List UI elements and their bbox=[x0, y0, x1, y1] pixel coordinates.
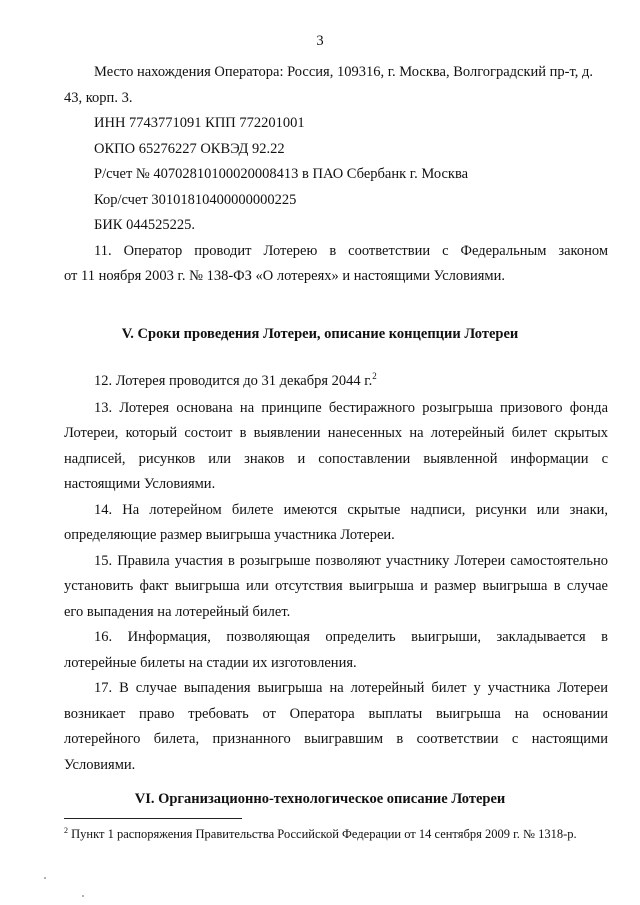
operator-details bbox=[64, 60, 608, 290]
scan-speck bbox=[44, 877, 46, 879]
clause-14-line1: 14. На лотерейном билете имеются скрытые надписи, рисунки или знаки, bbox=[94, 501, 608, 518]
footnote-text: Пункт 1 распоряжения Правительства Российской Федерации от 14 сентября 2009 г. № 1318-р. bbox=[68, 827, 577, 841]
clause-17-line4: Условиями. bbox=[64, 756, 136, 773]
operator-account: Р/счет № 40702810100020008413 в ПАО Сбербанк г. Москва bbox=[94, 166, 469, 182]
clause-16-line1: 16. Информация, позволяющая определить выигрыши, закладывается в bbox=[94, 629, 608, 645]
operator-address-line2: 43, корп. 3. bbox=[64, 89, 133, 106]
operator-address-line1: Место нахождения Оператора: Россия, 109316, г. Москва, Волгоградский пр-т, д. bbox=[94, 64, 594, 80]
clause-13-line3: надписей, рисунков или знаков и сопоставлении выявленной информации с bbox=[64, 450, 608, 467]
clause-15-line3: его выпадения на лотерейный билет. bbox=[64, 603, 291, 620]
operator-inn-kpp: ИНН 7743771091 КПП 772201001 bbox=[94, 115, 305, 131]
clause-14-line2: определяющие размер выигрыша участника Лотереи. bbox=[64, 527, 395, 543]
section-5-body bbox=[64, 369, 608, 778]
clause-17-line2: возникает право требовать от Оператора выплаты выигрыша на основании bbox=[64, 705, 608, 722]
operator-corr-account: Кор/счет 30101810400000000225 bbox=[94, 191, 297, 208]
clause-13-line2: Лотереи, который состоит в выявлении нанесенных на лотерейный билет скрытых bbox=[64, 425, 608, 441]
scan-speck bbox=[82, 895, 84, 897]
clause-15-line1: 15. Правила участия в розыгрыше позволяют участнику Лотереи самостоятельно bbox=[94, 552, 608, 569]
clause-12-text: 12. Лотерея проводится до 31 декабря 2044 г. bbox=[94, 373, 373, 389]
clause-11-line1: 11. Оператор проводит Лотерею в соответствии с Федеральным законом bbox=[94, 242, 608, 259]
clause-15-line2: установить факт выигрыша или отсутствия выигрыша и размер выигрыша в случае bbox=[64, 578, 608, 594]
footnote bbox=[64, 826, 608, 842]
clause-17-line1: 17. В случае выпадения выигрыша на лотерейный билет у участника Лотереи bbox=[94, 680, 608, 696]
operator-okpo-okved: ОКПО 65276227 ОКВЭД 92.22 bbox=[94, 140, 285, 157]
clause-13-line4: настоящими Условиями. bbox=[64, 476, 216, 492]
section-5-heading: V. Сроки проведения Лотереи, описание концепции Лотереи bbox=[121, 326, 519, 342]
operator-bik: БИК 044525225. bbox=[94, 217, 195, 233]
clause-13-line1: 13. Лотерея основана на принципе бестиражного розыгрыша призового фонда bbox=[94, 399, 608, 416]
footnote-mark: 2 bbox=[64, 826, 68, 835]
page-number: 3 bbox=[316, 33, 324, 49]
footnote-reference: 2 bbox=[372, 371, 377, 381]
section-6-heading: VI. Организационно-технологическое описание Лотереи bbox=[134, 791, 506, 807]
clause-17-line3: лотерейного билета, признанного выигравшим в соответствии с настоящими bbox=[64, 731, 608, 747]
clause-16-line2: лотерейные билеты на стадии их изготовления. bbox=[64, 654, 357, 671]
footnote-divider bbox=[64, 818, 242, 819]
clause-11-line2: от 11 ноября 2003 г. № 138-ФЗ «О лотереях» и настоящими Условиями. bbox=[64, 268, 505, 284]
clause-12 bbox=[64, 369, 608, 395]
